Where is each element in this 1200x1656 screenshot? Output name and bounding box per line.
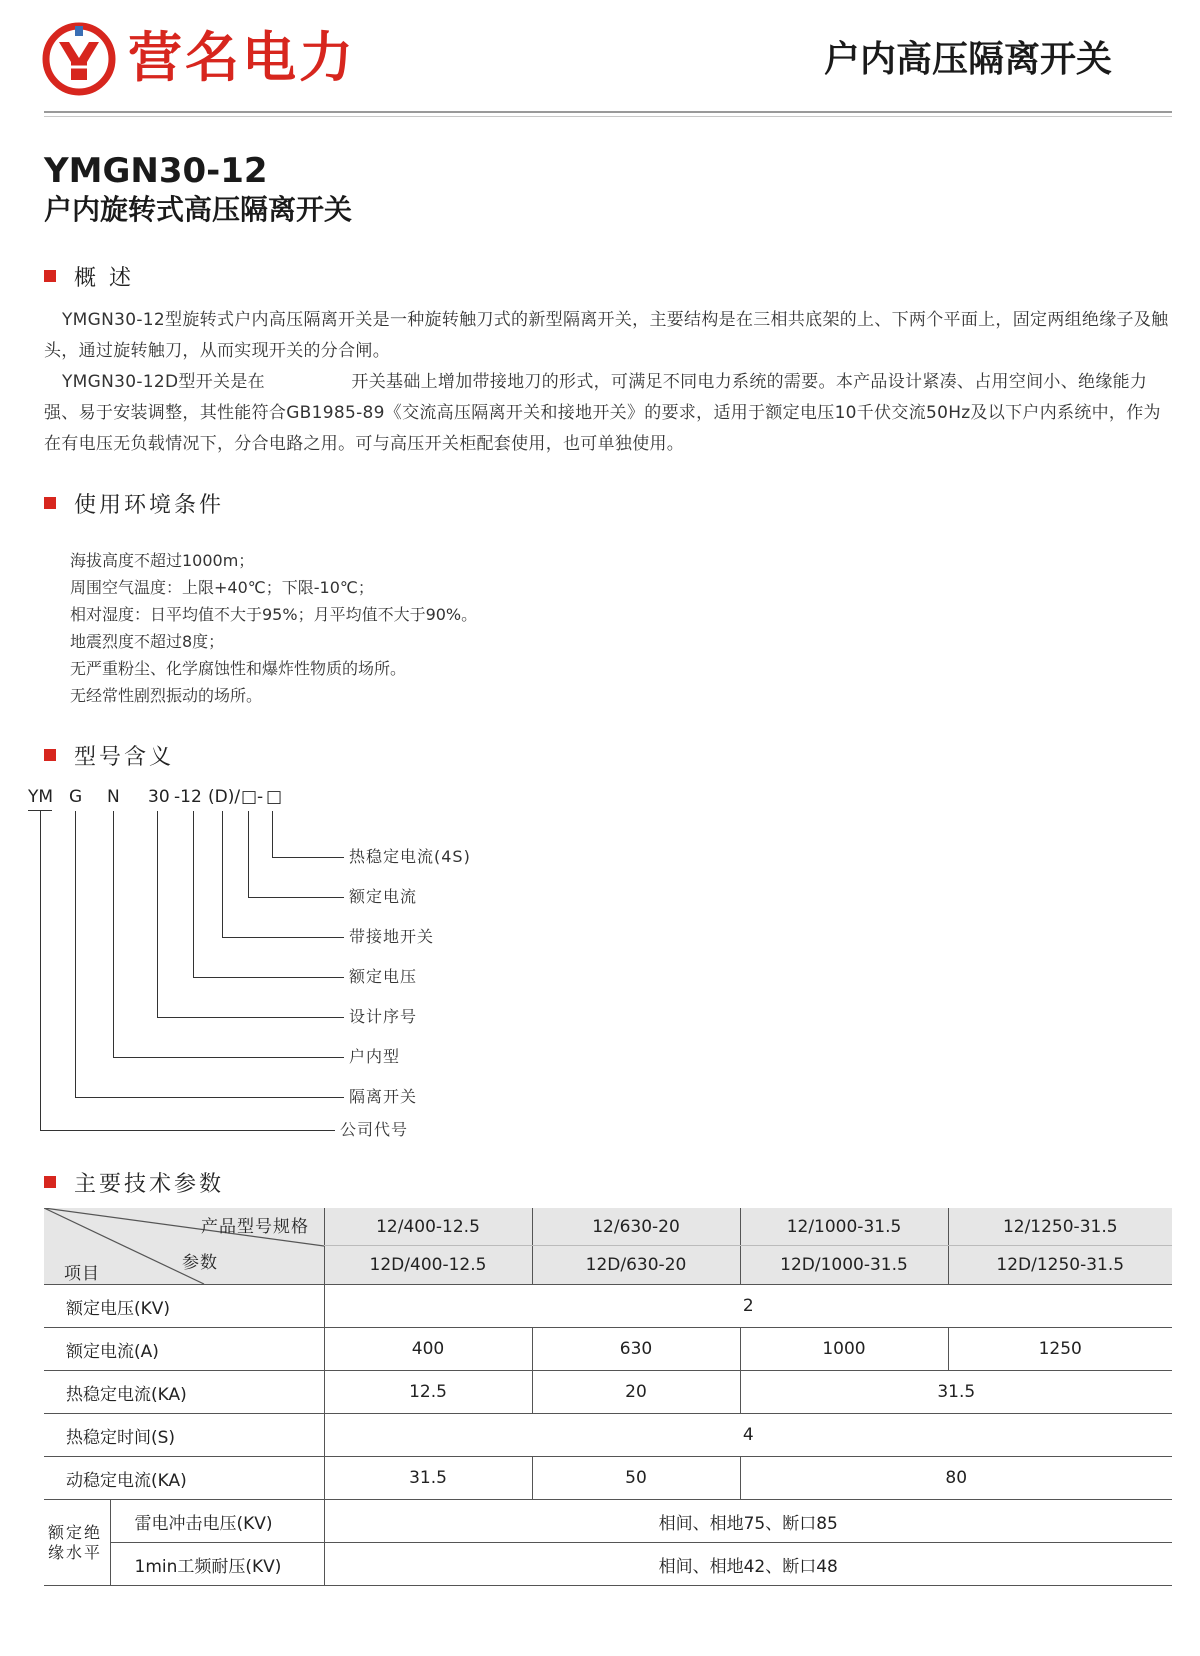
square-bullet-icon (44, 749, 56, 761)
table-cell: 1250 (948, 1328, 1172, 1371)
table-cell: 12D/630-20 (532, 1246, 740, 1285)
table-row (44, 1414, 1172, 1457)
header-title: 户内高压隔离开关 (823, 39, 1112, 80)
table-row (44, 1500, 1172, 1543)
code-char-current: □ (241, 787, 258, 807)
code-char-indoor: N (107, 787, 120, 807)
table-cell: 50 (532, 1457, 740, 1500)
list-item: 相对湿度：日平均值不大于95%；月平均值不大于90%。 (70, 605, 478, 624)
table-cell: 12/400-12.5 (324, 1208, 532, 1246)
code-label-isolating-switch: 隔离开关 (349, 1087, 418, 1106)
product-name: 户内旋转式高压隔离开关 (44, 193, 353, 226)
row-label: 动稳定电流(KA) (44, 1457, 324, 1500)
table-cell: 12D/400-12.5 (324, 1246, 532, 1285)
section-heading-specs: 主要技术参数 (44, 1170, 224, 1200)
table-cell: 12D/1250-31.5 (948, 1246, 1172, 1285)
list-item: 地震烈度不超过8度； (70, 632, 225, 651)
code-char-thermal: □ (266, 787, 283, 807)
list-item: 无严重粉尘、化学腐蚀性和爆炸性物质的场所。 (70, 659, 407, 678)
brand-name: 营名电力 (128, 26, 356, 89)
row-label: 1min工频耐压(KV) (110, 1543, 324, 1586)
section-heading-environment: 使用环境条件 (44, 491, 224, 521)
code-char-company: YM (28, 787, 54, 807)
table-cell: 20 (532, 1371, 740, 1414)
specs-table (44, 1208, 1172, 1586)
table-corner-cell (44, 1208, 324, 1285)
list-item: 无经常性剧烈振动的场所。 (70, 686, 263, 705)
row-label: 热稳定时间(S) (44, 1414, 324, 1457)
code-label-indoor-type: 户内型 (349, 1047, 401, 1066)
table-row (44, 1285, 1172, 1328)
table-cell: 12/1000-31.5 (740, 1208, 948, 1246)
code-char-voltage: -12 (174, 787, 202, 807)
company-logo-icon (42, 22, 116, 96)
table-cell: 相间、相地75、断口85 (324, 1500, 1172, 1543)
overview-paragraph: YMGN30-12D型开关是在 开关基础上增加带接地刀的形式，可满足不同电力系统的需要。本产品设计紧凑、占用空间小、绝缘能力强、易于安装调整，其性能符合GB1985-89《交流高压隔离开关和接地开关》的要求，适用于额定电压10千伏交流50Hz及以下户内系统中，作为在有电压无负载情况下，分合电路之用。可与高压开关柜配套使用，也可单独使用。 (44, 372, 1161, 454)
code-label-thermal-current: 热稳定电流(4S) (349, 847, 471, 866)
table-cell: 4 (324, 1414, 1172, 1457)
corner-label-item: 项目 (64, 1264, 100, 1284)
code-label-company-code: 公司代号 (340, 1120, 409, 1139)
row-label: 额定电流(A) (44, 1328, 324, 1371)
code-label-grounding-switch: 带接地开关 (349, 927, 435, 946)
table-cell: 31.5 (740, 1371, 1172, 1414)
corner-label-model: 产品型号规格 (201, 1217, 309, 1237)
row-label: 热稳定电流(KA) (44, 1371, 324, 1414)
table-cell: 12.5 (324, 1371, 532, 1414)
row-label: 额定电压(KV) (44, 1285, 324, 1328)
overview-text (44, 305, 1174, 460)
header-divider-thin (44, 116, 1172, 117)
code-label-design-number: 设计序号 (349, 1007, 418, 1026)
corner-label-param: 参数 (182, 1253, 218, 1273)
table-cell: 相间、相地42、断口48 (324, 1543, 1172, 1586)
code-char-dash: - (257, 787, 264, 807)
section-heading-model-code: 型号含义 (44, 743, 174, 773)
product-model: YMGN30-12 (44, 151, 268, 191)
list-item: 海拔高度不超过1000m； (70, 551, 255, 570)
table-row (44, 1543, 1172, 1586)
table-cell: 12D/1000-31.5 (740, 1246, 948, 1285)
table-cell: 400 (324, 1328, 532, 1371)
table-cell: 1000 (740, 1328, 948, 1371)
table-cell: 2 (324, 1285, 1172, 1328)
table-header-row (44, 1208, 1172, 1246)
code-char-design: 30 (148, 787, 170, 807)
row-label-insulation: 额定绝缘水平 (44, 1500, 110, 1586)
list-item: 周围空气温度：上限+40℃；下限-10℃； (70, 578, 374, 597)
table-cell: 80 (740, 1457, 1172, 1500)
table-cell: 12/1250-31.5 (948, 1208, 1172, 1246)
square-bullet-icon (44, 1176, 56, 1188)
table-row (44, 1457, 1172, 1500)
code-char-grounding: (D)/ (208, 787, 241, 807)
environment-list (70, 547, 477, 709)
square-bullet-icon (44, 270, 56, 282)
table-row (44, 1371, 1172, 1414)
header-divider (44, 111, 1172, 113)
section-heading-overview: 概 述 (44, 264, 134, 294)
code-label-rated-current: 额定电流 (349, 887, 418, 906)
row-label: 雷电冲击电压(KV) (110, 1500, 324, 1543)
square-bullet-icon (44, 497, 56, 509)
table-row (44, 1328, 1172, 1371)
table-cell: 31.5 (324, 1457, 532, 1500)
table-cell: 630 (532, 1328, 740, 1371)
code-label-rated-voltage: 额定电压 (349, 967, 418, 986)
table-cell: 12/630-20 (532, 1208, 740, 1246)
overview-paragraph: YMGN30-12型旋转式户内高压隔离开关是一种旋转触刀式的新型隔离开关，主要结构是在三相共底架的上、下两个平面上，固定两组绝缘子及触头，通过旋转触刀，从而实现开关的分合闸。 (44, 310, 1169, 361)
code-char-switch: G (69, 787, 83, 807)
